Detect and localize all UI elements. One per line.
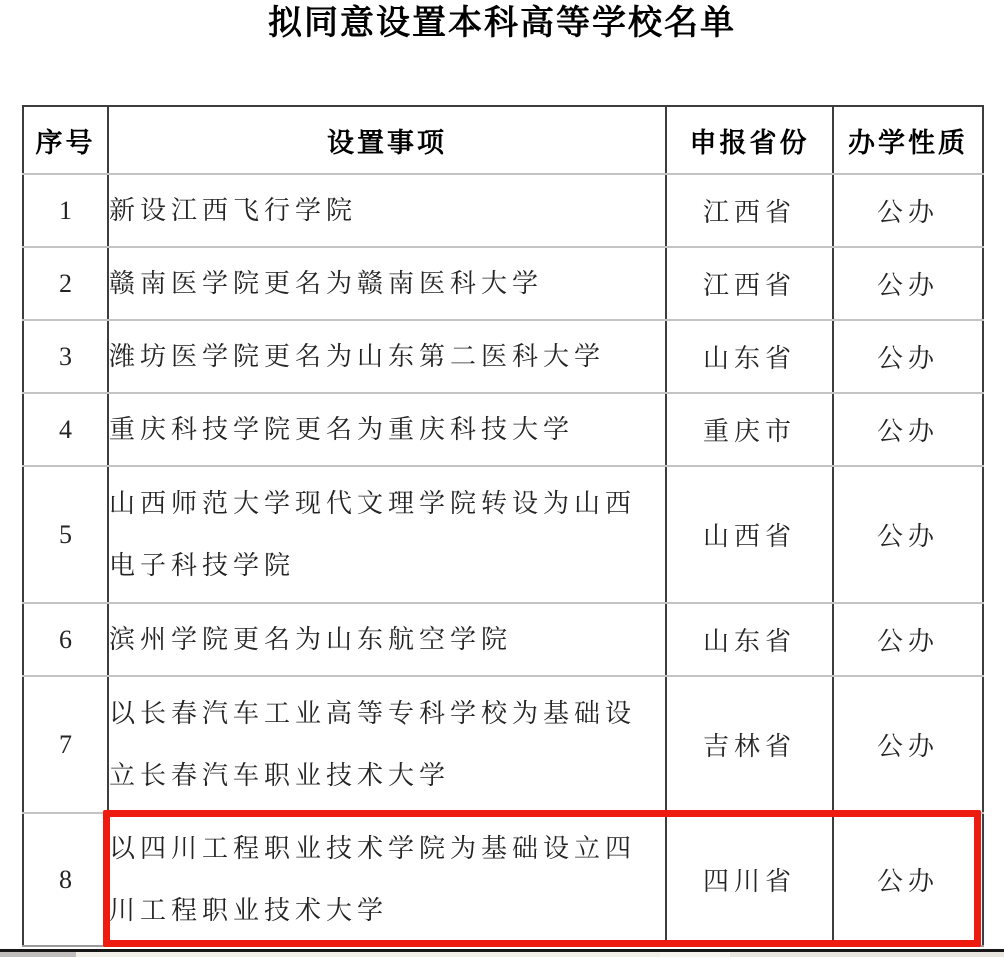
- cell-item: 山西师范大学现代文理学院转设为山西电子科技学院: [108, 466, 666, 603]
- cell-province: 江西省: [666, 174, 833, 247]
- cell-province: 四川省: [666, 813, 833, 946]
- header-item: 设置事项: [108, 106, 666, 174]
- cell-province: 重庆市: [666, 393, 833, 466]
- cell-province: 山东省: [666, 320, 833, 393]
- table-row: [23, 174, 983, 247]
- cell-item: 赣南医学院更名为赣南医科大学: [108, 247, 666, 320]
- cell-no: 1: [23, 174, 108, 247]
- cell-item: 以长春汽车工业高等专科学校为基础设立长春汽车职业技术大学: [108, 676, 666, 813]
- table-row: [23, 320, 983, 393]
- approval-table: [22, 105, 984, 947]
- bottom-edge-segment: [76, 952, 660, 957]
- table-row: [23, 393, 983, 466]
- page-title: 拟同意设置本科高等学校名单: [268, 4, 736, 42]
- cell-nature: 公办: [833, 466, 983, 603]
- cell-no: 6: [23, 603, 108, 676]
- bottom-edge-segment: [660, 952, 730, 957]
- header-nature: 办学性质: [833, 106, 983, 174]
- cell-item: 重庆科技学院更名为重庆科技大学: [108, 393, 666, 466]
- cell-nature: 公办: [833, 174, 983, 247]
- cell-province: 吉林省: [666, 676, 833, 813]
- cell-item: 滨州学院更名为山东航空学院: [108, 603, 666, 676]
- cell-nature: 公办: [833, 603, 983, 676]
- cell-province: 山东省: [666, 603, 833, 676]
- header-no: 序号: [23, 106, 108, 174]
- cell-item: 以四川工程职业技术学院为基础设立四川工程职业技术大学: [108, 813, 666, 946]
- cell-no: 5: [23, 466, 108, 603]
- cell-nature: 公办: [833, 393, 983, 466]
- bottom-edge-segment: [730, 952, 1004, 957]
- cell-no: 3: [23, 320, 108, 393]
- cell-nature: 公办: [833, 320, 983, 393]
- table-row: [23, 247, 983, 320]
- bottom-edge-segment: [0, 952, 76, 957]
- cell-item: 潍坊医学院更名为山东第二医科大学: [108, 320, 666, 393]
- table-row: [23, 676, 983, 813]
- cell-no: 2: [23, 247, 108, 320]
- cell-province: 江西省: [666, 247, 833, 320]
- cell-no: 4: [23, 393, 108, 466]
- table-row-highlighted: [23, 813, 983, 946]
- cell-nature: 公办: [833, 247, 983, 320]
- cell-no: 8: [23, 813, 108, 946]
- cell-no: 7: [23, 676, 108, 813]
- table-row: [23, 466, 983, 603]
- header-province: 申报省份: [666, 106, 833, 174]
- cell-nature: 公办: [833, 676, 983, 813]
- bottom-window-edge: [0, 952, 1004, 957]
- cell-item: 新设江西飞行学院: [108, 174, 666, 247]
- cell-province: 山西省: [666, 466, 833, 603]
- cell-nature: 公办: [876, 867, 939, 896]
- table-header-row: [23, 106, 983, 174]
- table-row: [23, 603, 983, 676]
